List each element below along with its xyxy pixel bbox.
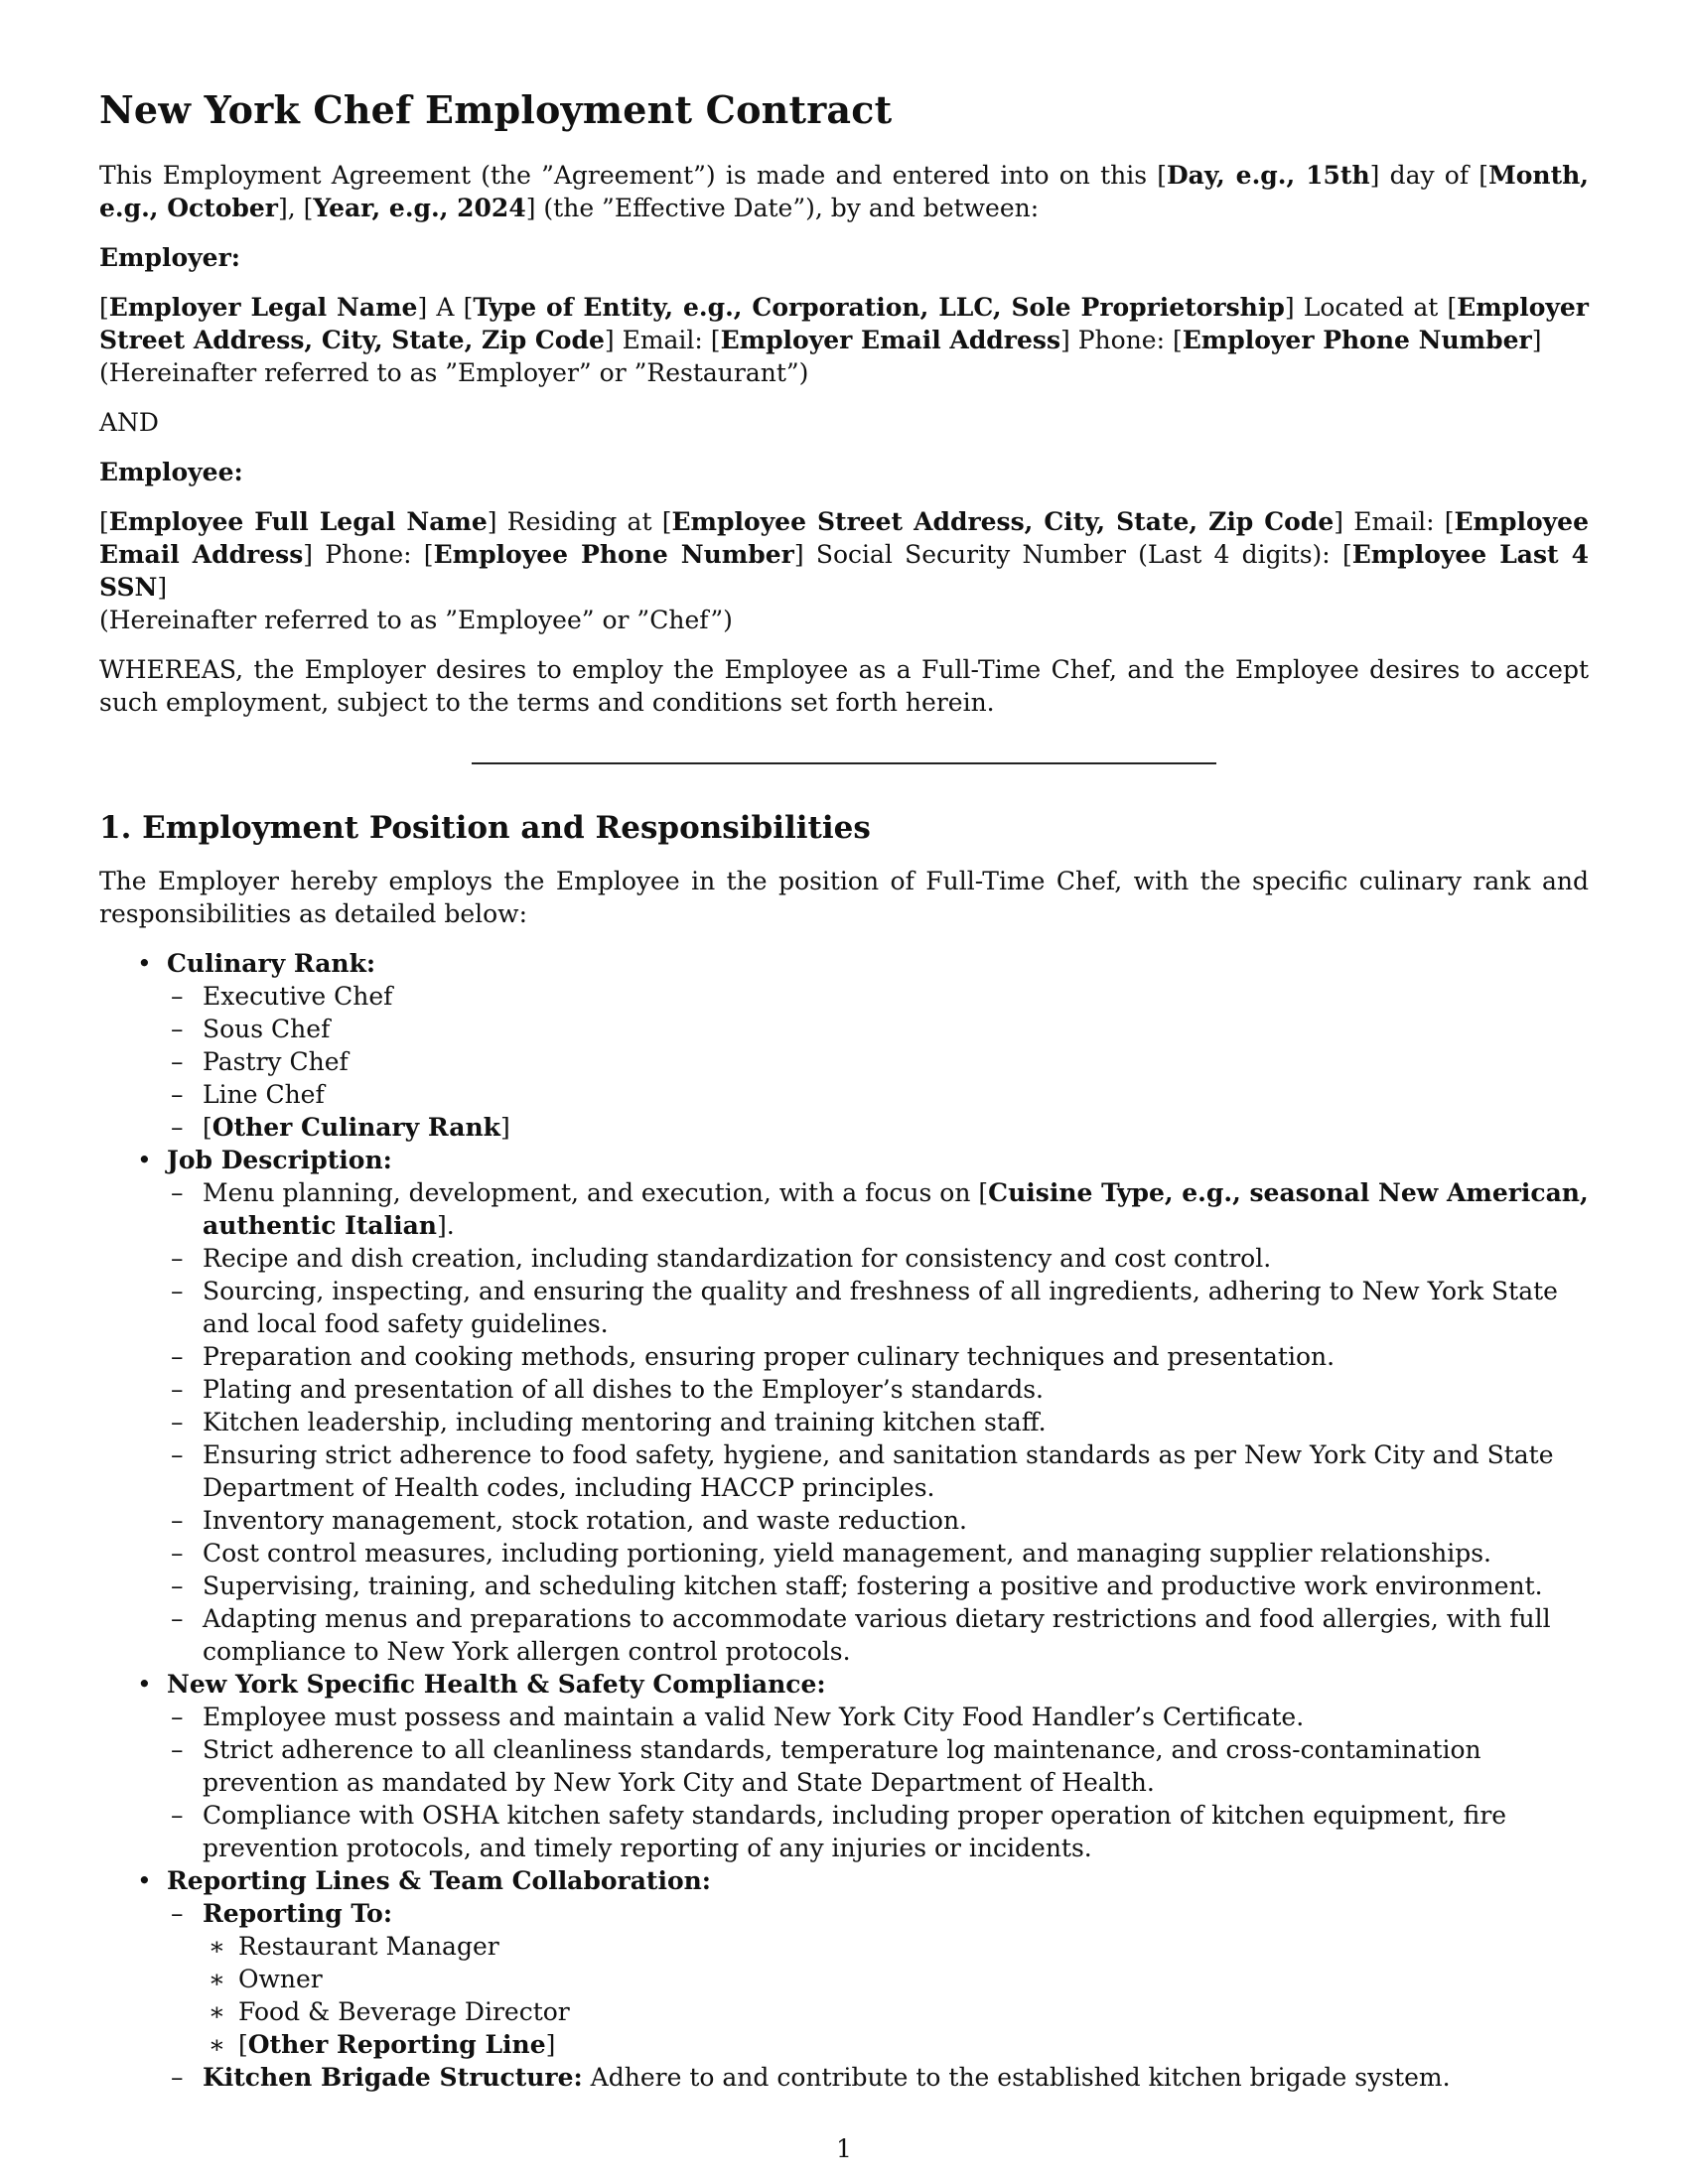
entity-type-placeholder: Type of Entity, e.g., Corporation, LLC, Sole Proprietorship xyxy=(473,293,1285,322)
health-safety-label: New York Specific Health & Safety Compliance: xyxy=(167,1670,826,1699)
connector-text: ] Email: [ xyxy=(604,326,721,354)
year-placeholder: Year, e.g., 2024 xyxy=(313,194,526,222)
employee-ssn-placeholder: Employee Last 4 SSN xyxy=(99,540,1589,602)
month-placeholder: Month, e.g., October xyxy=(99,161,1590,222)
connector-text: ] Phone: [ xyxy=(303,540,434,569)
brigade-text: Adhere to and contribute to the established kitchen brigade system. xyxy=(582,2063,1451,2092)
list-item: – Sous Chef xyxy=(167,1013,1589,1045)
document-title: New York Chef Employment Contract xyxy=(99,87,893,132)
employee-referred: (Hereinafter referred to as ”Employee” or ”Chef”) xyxy=(99,606,733,634)
list-item: – Cost control measures, including portioning, yield management, and managing supplier relationships. xyxy=(167,1537,1589,1570)
employee-label: Employee: xyxy=(99,458,243,486)
reporting-to-label: Reporting To: xyxy=(203,1899,393,1928)
reporting-lines-item xyxy=(99,1864,1589,2094)
cuisine-type-placeholder: Cuisine Type, e.g., seasonal New American, authentic Italian xyxy=(203,1178,1589,1240)
list-item: – Compliance with OSHA kitchen safety standards, including proper operation of kitchen equipment, fire prevention protocols, and timely reporting of any injuries or incidents. xyxy=(167,1799,1589,1864)
list-item xyxy=(167,1176,1589,1242)
employer-label: Employer: xyxy=(99,243,240,272)
health-safety-list xyxy=(167,1701,1589,1864)
other-reporting-placeholder: Other Reporting Line xyxy=(247,2030,546,2059)
list-item: – [Other Culinary Rank] xyxy=(167,1111,1589,1144)
culinary-rank-label: Culinary Rank: xyxy=(167,949,376,978)
list-item-text: ]. xyxy=(436,1211,455,1240)
list-item: – Line Chef xyxy=(167,1078,1589,1111)
section-1-intro: The Employer hereby employs the Employee in the position of Full-Time Chef, with the specific culinary rank and responsibilities as detailed below: xyxy=(99,867,1589,928)
connector-text: ] A [ xyxy=(417,293,474,322)
employer-email-placeholder: Employer Email Address xyxy=(720,326,1061,354)
culinary-rank-list xyxy=(167,980,1589,1144)
list-item: ∗ Restaurant Manager xyxy=(203,1930,1589,1963)
list-item: – Sourcing, inspecting, and ensuring the quality and freshness of all ingredients, adhering to New York State and local food safety guidelines. xyxy=(167,1275,1589,1340)
employer-phone-placeholder: Employer Phone Number xyxy=(1182,326,1532,354)
connector-text: ] xyxy=(1531,326,1542,354)
list-item: – Executive Chef xyxy=(167,980,1589,1013)
connector-text: ] Phone: [ xyxy=(1060,326,1183,354)
intro-paragraph xyxy=(99,159,1589,224)
list-item: – Pastry Chef xyxy=(167,1045,1589,1078)
health-safety-item xyxy=(99,1668,1589,1864)
employer-referred: (Hereinafter referred to as ”Employer” or ”Restaurant”) xyxy=(99,358,809,387)
connector-text: ] Email: [ xyxy=(1334,507,1455,536)
list-item: ∗ Owner xyxy=(203,1963,1589,1995)
intro-text: ], [ xyxy=(277,194,314,222)
list-item: ∗ Food & Beverage Director xyxy=(203,1995,1589,2028)
reporting-lines-list xyxy=(167,1897,1589,2094)
employer-name-placeholder: Employer Legal Name xyxy=(108,293,418,322)
list-item: ∗ [Other Reporting Line] xyxy=(203,2028,1589,2061)
employee-name-placeholder: Employee Full Legal Name xyxy=(108,507,488,536)
day-placeholder: Day, e.g., 15th xyxy=(1167,161,1370,190)
document-body xyxy=(99,159,1589,2094)
connector-text: ] xyxy=(157,573,168,602)
reporting-to-item xyxy=(167,1897,1589,2061)
other-rank-placeholder: Other Culinary Rank xyxy=(211,1113,500,1142)
list-item: – Ensuring strict adherence to food safety, hygiene, and sanitation standards as per New York City and State Department of Health codes, including HACCP principles. xyxy=(167,1438,1589,1504)
responsibilities-list xyxy=(99,947,1589,2094)
list-item: – Adapting menus and preparations to accommodate various dietary restrictions and food allergies, with full compliance to New York allergen control protocols. xyxy=(167,1602,1589,1668)
employee-email-placeholder: Employee Email Address xyxy=(99,507,1589,569)
reporting-lines-label: Reporting Lines & Team Collaboration: xyxy=(167,1866,712,1895)
list-item: – Supervising, training, and scheduling kitchen staff; fostering a positive and productive work environment. xyxy=(167,1570,1589,1602)
culinary-rank-item xyxy=(99,947,1589,1144)
section-1-heading: 1. Employment Position and Responsibilities xyxy=(99,810,871,846)
list-item: – Preparation and cooking methods, ensuring proper culinary techniques and presentation. xyxy=(167,1340,1589,1373)
page-number: 1 xyxy=(836,2134,852,2163)
connector-text: ] Located at [ xyxy=(1284,293,1458,322)
employee-address-placeholder: Employee Street Address, City, State, Zip Code xyxy=(671,507,1335,536)
list-item: – Plating and presentation of all dishes to the Employer’s standards. xyxy=(167,1373,1589,1406)
list-item: – Inventory management, stock rotation, and waste reduction. xyxy=(167,1504,1589,1537)
employee-details: [Employee Full Legal Name] Residing at [Employee Street Address, City, State, Zip Code] Email: [Employee Email Address] Phone: [Employee Phone Number] Social Security Number (Last 4 digits): [Employee Last 4 SSN] (Hereinafter referred to as ”Employee” or ”Chef”) xyxy=(99,507,1589,634)
intro-text: ] day of [ xyxy=(1369,161,1489,190)
employer-details: [Employer Legal Name] A [Type of Entity, e.g., Corporation, LLC, Sole Proprietorship] Located at [Employer Street Address, City, State, Zip Code] Email: [Employer Email Address] Phone: [Employer Phone Number] (Hereinafter referred to as ”Employer” or ”Restaurant”) xyxy=(99,293,1589,387)
list-item: – Recipe and dish creation, including standardization for consistency and cost control. xyxy=(167,1242,1589,1275)
whereas-paragraph: WHEREAS, the Employer desires to employ the Employee as a Full-Time Chef, and the Employee desires to accept such employment, subject to the terms and conditions set forth herein. xyxy=(99,655,1589,717)
list-item: – Kitchen leadership, including mentoring and training kitchen staff. xyxy=(167,1406,1589,1438)
job-description-label: Job Description: xyxy=(167,1146,392,1174)
intro-text: ] (the ”Effective Date”), by and between: xyxy=(525,194,1040,222)
list-item-text: Menu planning, development, and execution, with a focus on [ xyxy=(203,1178,989,1207)
connector-text: ] Residing at [ xyxy=(487,507,672,536)
brigade-label: Kitchen Brigade Structure: xyxy=(203,2063,583,2092)
list-item: – Employee must possess and maintain a valid New York City Food Handler’s Certificate. xyxy=(167,1701,1589,1733)
employer-address-placeholder: Employer Street Address, City, State, Zip Code xyxy=(99,293,1589,354)
employee-phone-placeholder: Employee Phone Number xyxy=(433,540,794,569)
list-item: – Strict adherence to all cleanliness standards, temperature log maintenance, and cross-contamination prevention as mandated by New York City and State Department of Health. xyxy=(167,1733,1589,1799)
section-divider xyxy=(472,762,1216,764)
job-description-list xyxy=(167,1176,1589,1668)
job-description-item xyxy=(99,1144,1589,1668)
connector-text: ] Social Security Number (Last 4 digits): [ xyxy=(793,540,1352,569)
reporting-to-list xyxy=(203,1930,1589,2061)
intro-text: This Employment Agreement (the ”Agreement”) is made and entered into on this [ xyxy=(99,161,1167,190)
and-text: AND xyxy=(99,408,159,437)
brigade-item xyxy=(167,2061,1589,2094)
